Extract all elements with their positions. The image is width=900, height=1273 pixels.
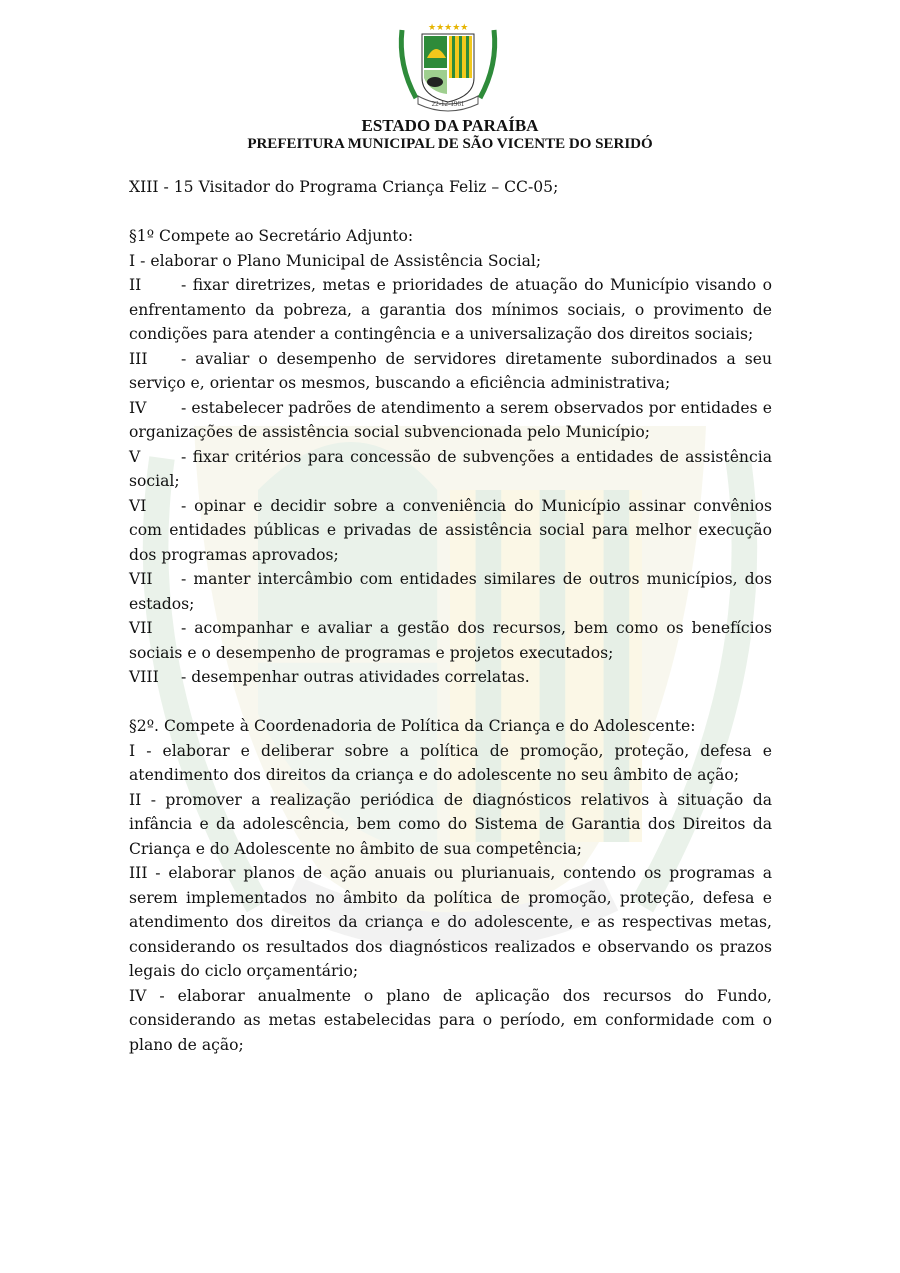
list-item: II - promover a realização periódica de diagnósticos relativos à situação da infância e da adolescência, bem como do Sistema de Garantia dos Direitos da Criança e do Adolescente no âmbito de sua competência; [129,790,772,858]
svg-text:★★★★★: ★★★★★ [428,23,469,33]
list-item: I - elaborar e deliberar sobre a política de promoção, proteção, defesa e atendimento dos direitos da criança e do adolescente no seu âmbito de ação; [129,741,772,784]
item-number: VII [129,570,153,588]
list-item [129,567,772,616]
state-heading: ESTADO DA PARAÍBA [361,116,539,135]
section2-list [129,739,772,1058]
list-item: III - elaborar planos de ação anuais ou plurianuais, contendo os programas a serem implementados no âmbito da política de promoção, proteção, defesa e atendimento dos direitos da criança e do adolescente, e as respectivas metas, considerando os resultados dos diagnósticos realizados e observando os prazos legais do ciclo orçamentário; [129,864,772,980]
item-number: I [129,251,136,270]
item-number: VI [129,496,147,515]
item-text: - avaliar o desempenho de servidores diretamente subordinados a seu serviço e, orientar os mesmos, buscando a eficiência administrativa; [129,349,772,392]
item-text: - opinar e decidir sobre a conveniência do Município assinar convênios com entidades públicas e privadas de assistência social para melhor execução dos programas aprovados; [129,496,772,564]
section1-list [129,249,772,690]
list-item [129,445,772,494]
document-body [129,175,772,1057]
section1-title: §1º Compete ao Secretário Adjunto: [129,227,414,245]
item-text: - elaborar o Plano Municipal de Assistência Social; [140,251,542,270]
section2-title: §2º. Compete à Coordenadoria de Política da Criança e do Adolescente: [129,717,696,735]
list-item [129,494,772,568]
intro-line: XIII - 15 Visitador do Programa Criança Feliz – CC-05; [129,178,559,196]
list-item [129,249,772,274]
item-number: VIII [129,668,159,686]
item-text: - acompanhar e avaliar a gestão dos recursos, bem como os benefícios sociais e o desempenho de programas e projetos executados; [129,619,772,662]
list-item [129,396,772,445]
list-item [129,665,772,690]
municipality-heading: PREFEITURA MUNICIPAL DE SÃO VICENTE DO SERIDÓ [247,136,653,152]
item-number: V [129,447,141,466]
list-item [129,616,772,665]
item-number: IV [129,398,147,417]
item-number: VII [129,619,153,637]
list-item [129,273,772,347]
item-number: II [129,276,142,294]
municipal-crest [394,20,502,112]
item-number: III [129,349,148,368]
crest-date: 22-12-1961 [431,100,465,108]
item-text: - fixar diretrizes, metas e prioridades de atuação do Município visando o enfrentamento da pobreza, a garantia dos mínimos sociais, o provimento de condições para atender a contingência e a universalização dos direitos sociais; [129,276,772,343]
item-text: - fixar critérios para concessão de subvenções a entidades de assistência social; [129,447,772,490]
item-text: - estabelecer padrões de atendimento a serem observados por entidades e organizações de assistência social subvencionada pelo Município; [129,398,772,441]
crest-stars [428,23,468,33]
item-text: - desempenhar outras atividades correlatas. [181,668,530,686]
list-item [129,347,772,396]
list-item: IV - elaborar anualmente o plano de aplicação dos recursos do Fundo, considerando as metas estabelecidas para o período, em conformidade com o plano de ação; [129,986,772,1054]
item-text: - manter intercâmbio com entidades similares de outros municípios, dos estados; [129,570,772,613]
